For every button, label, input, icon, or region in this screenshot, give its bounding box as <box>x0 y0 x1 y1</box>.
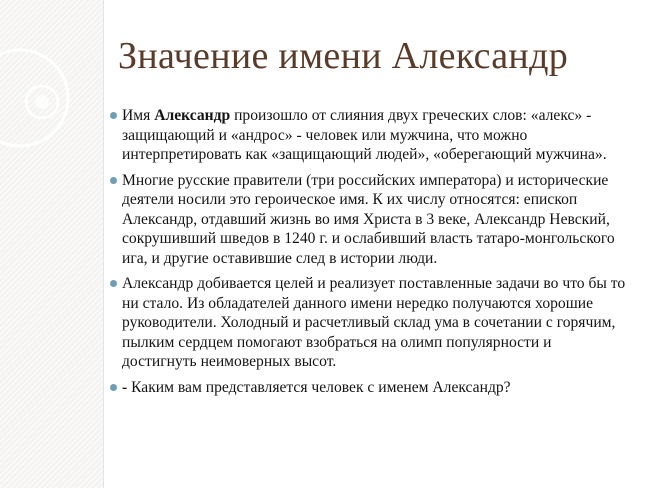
bullet-text: Многие русские правители (три российских императора) и исторические деятели носили это героическое имя. К их числу относятся: епископ Александр, отдавший жизнь во имя Христа в 3 веке, Александр Невский, сокрушивший шведов в 1240 г. и ослабивший власть татаро-монгольского ига, и другие оставившие след в истории люди. <box>122 171 615 267</box>
bullet-icon <box>110 384 117 391</box>
bullet-text: произошло от слияния двух греческих слов: «алекс» - защищающий и «андрос» - человек или мужчина, что можно интерпретировать как «защищающий людей», «оберегающий мужчина». <box>122 107 607 163</box>
bullet-item <box>110 106 630 165</box>
decorative-circles <box>0 40 110 150</box>
decorative-dot <box>35 95 49 109</box>
bullet-item <box>110 378 630 398</box>
bullet-icon <box>110 177 117 184</box>
bullet-icon <box>110 280 117 287</box>
bullet-item <box>110 171 630 269</box>
bullet-text-lead: Имя <box>122 107 155 124</box>
bullet-text: Каким вам представляется человек с именем Александр? <box>131 378 511 396</box>
bullet-text: Александр добивается целей и реализует поставленные задачи во что бы то ни стало. Из обладателей данного имени нередко получаются хорошие руководители. Холодный и расчетливый склад ума в сочетании с горячим, пылким сердцем помогают взобраться на олимп популярности и достигнуть неимоверных высот. <box>122 275 626 370</box>
slide-title: Значение имени Александр <box>118 35 569 77</box>
bullet-item <box>110 274 630 372</box>
bullet-icon <box>110 112 117 119</box>
bullet-text-bold: Александр <box>154 107 231 124</box>
bullet-text-bold: - <box>122 378 132 396</box>
bullet-list <box>110 106 630 403</box>
